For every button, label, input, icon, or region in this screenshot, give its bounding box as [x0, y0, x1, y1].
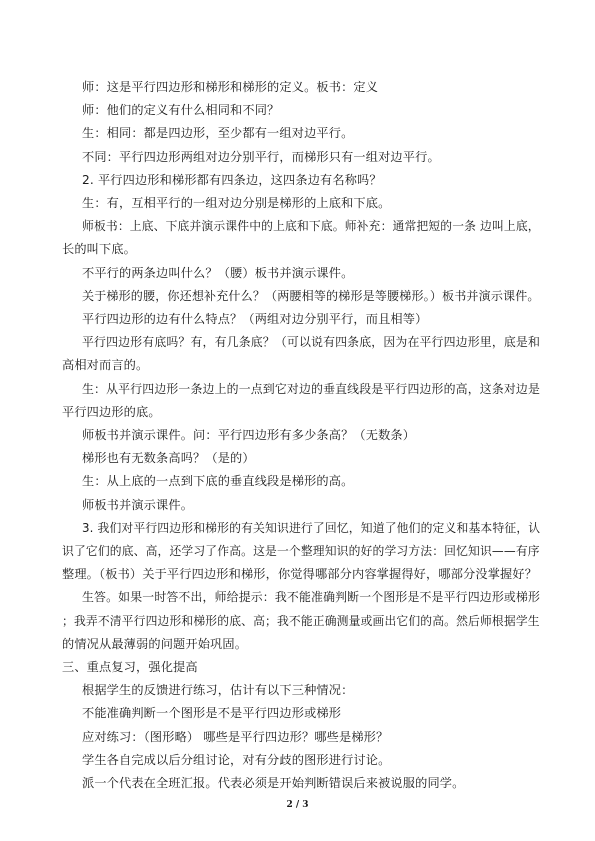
- text-line: 生答。如果一时答不出，师给提示：我不能准确判断一个图形是不是平行四边形或梯形: [82, 590, 541, 605]
- text-line: 根据学生的反馈进行练习，估计有以下三种情况：: [82, 683, 354, 698]
- text-line: 的情况从最薄弱的问题开始巩固。: [62, 636, 248, 651]
- text-line: 师：他们的定义有什么相同和不同？: [82, 103, 280, 118]
- text-line: 生：相同：都是四边形，至少都有一组对边平行。: [82, 126, 354, 141]
- text-line: 学生各自完成以后分组讨论，对有分歧的图形进行讨论。: [82, 752, 391, 767]
- text-line: 梯形也有无数条高吗？（是的）: [82, 451, 255, 466]
- text-line: 师板书并演示课件。: [82, 497, 194, 512]
- text-line: 不能准确判断一个图形是不是平行四边形或梯形: [82, 706, 342, 721]
- text-line: 整理。（板书）关于平行四边形和梯形，你觉得哪部分内容掌握得好，哪部分没掌握好？: [62, 567, 538, 582]
- text-line: 关于梯形的腰，你还想补充什么？（两腰相等的梯形是等腰梯形。）板书并演示课件。: [82, 288, 540, 303]
- text-line: 师板书：上底、下底并演示课件中的上底和下底。师补充：通常把短的一条 边叫上底，: [82, 219, 540, 234]
- text-line: 生：有，互相平行的一组对边分别是梯形的上底和下底。: [82, 196, 391, 210]
- text-line: 3. 我们对平行四边形和梯形的有关知识进行了回忆，知道了他们的定义和基本特征，认: [82, 520, 541, 535]
- text-line: 师板书并演示课件。问：平行四边形有多少条高？（无数条）: [82, 428, 416, 442]
- text-line: 平行四边形有底吗？有，有几条底？（可以说有四条底，因为在平行四边形里，底是和: [82, 335, 541, 350]
- text-line: 应对练习：（图形略） 哪些是平行四边形？哪些是梯形？: [82, 729, 389, 744]
- text-line: 不同：平行四边形两组对边分别平行，而梯形只有一组对边平行。: [82, 149, 440, 164]
- text-line: 2. 平行四边形和梯形都有四条边，这四条边有名称吗？: [82, 172, 382, 187]
- text-line: 派一个代表在全班汇报。代表必须是开始判断错误后来被说服的同学。: [82, 776, 465, 790]
- text-line: 生：从平行四边形一条边上的一点到它对边的垂直线段是平行四边形的高，这条对边是: [82, 381, 541, 396]
- text-line: 生：从上底的一点到下底的垂直线段是梯形的高。: [82, 474, 354, 489]
- text-line: 高相对而言的。: [62, 358, 149, 373]
- text-line: 识了它们的底、高，还学习了作高。这是一个整理知识的好的学习方法：回忆知识——有序: [62, 544, 540, 558]
- page-number: 2 / 3: [286, 800, 309, 811]
- text-line: 师：这是平行四边形和梯形和梯形的定义。板书：定义: [82, 80, 379, 94]
- text-line: 平行四边形的边有什么特点？（两组对边分别平行，而且相等）: [82, 312, 428, 326]
- text-line: 长的叫下底。: [62, 242, 137, 257]
- section-heading: 三、重点复习，强化提高: [62, 660, 198, 674]
- text-line: ；我弄不清平行四边形和梯形的底、高；我不能正确测量或画出它们的高。然后师根据学生: [62, 613, 540, 628]
- text-line: 不平行的两条边叫什么？（腰）板书并演示课件。: [82, 265, 354, 280]
- text-line: 平行四边形的底。: [62, 404, 161, 419]
